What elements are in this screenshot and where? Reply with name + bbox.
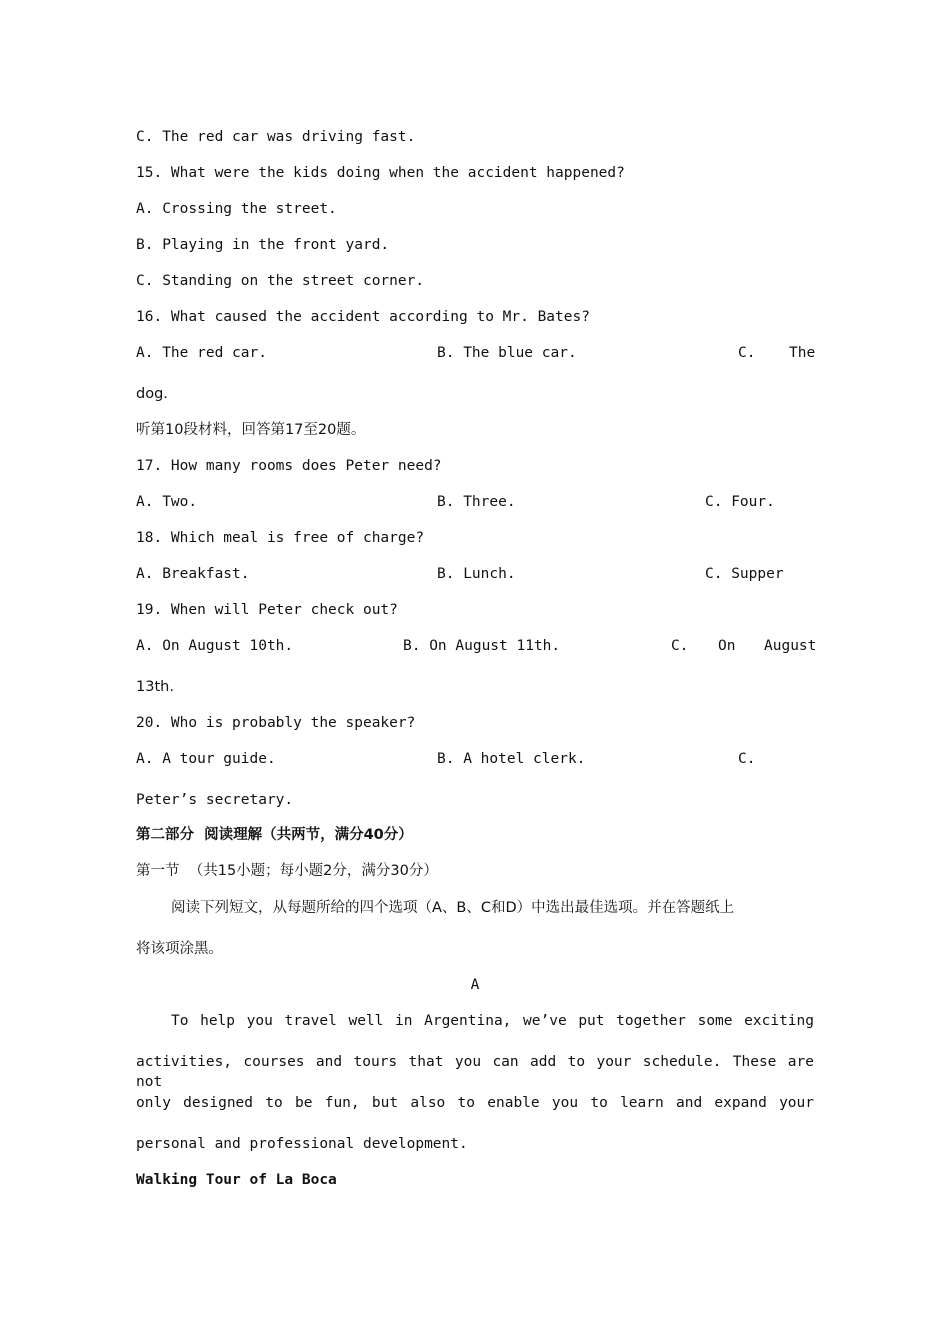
q15-option-a: A. Crossing the street. xyxy=(136,201,337,217)
q16-option-a: A. The red car. xyxy=(136,345,267,361)
question-17: 17. How many rooms does Peter need? xyxy=(136,458,442,474)
q19-option-b: B. On August 11th. xyxy=(403,638,561,654)
q15-option-c: C. Standing on the street corner. xyxy=(136,273,425,289)
section-heading-la-boca: Walking Tour of La Boca xyxy=(136,1172,337,1188)
q16-option-c-continued: dog. xyxy=(136,386,168,402)
q19-option-c-label: C. xyxy=(671,638,689,654)
question-16: 16. What caused the accident according to Mr. Bates? xyxy=(136,309,590,325)
question-20: 20. Who is probably the speaker? xyxy=(136,715,416,731)
q17-option-b: B. Three. xyxy=(437,494,516,510)
reading-instruction-continued: 将该项涂黑。 xyxy=(136,941,223,957)
q20-option-a: A. A tour guide. xyxy=(136,751,276,767)
q18-option-c: C. Supper xyxy=(705,566,784,582)
passage-paragraph-line-3: only designed to be fun, but also to enable you to learn and expand your xyxy=(136,1095,814,1111)
q20-option-c-continued: Peter’s secretary. xyxy=(136,792,294,808)
passage-paragraph-line-1: To help you travel well in Argentina, we’ve put together some exciting xyxy=(171,1013,814,1029)
part-2-section-1: 第一节 （共15小题；每小题2分，满分30分） xyxy=(136,863,438,879)
q17-option-a: A. Two. xyxy=(136,494,198,510)
q18-option-b: B. Lunch. xyxy=(437,566,516,582)
passage-paragraph-line-2: activities, courses and tours that you can add to your schedule. These are not xyxy=(136,1054,814,1090)
question-15: 15. What were the kids doing when the accident happened? xyxy=(136,165,625,181)
question-19: 19. When will Peter check out? xyxy=(136,602,398,618)
reading-instruction: 阅读下列短文，从每题所给的四个选项（A、B、C和D）中选出最佳选项。并在答题纸上 xyxy=(171,900,735,916)
q17-option-c: C. Four. xyxy=(705,494,775,510)
section-10-instruction: 听第10段材料，回答第17至20题。 xyxy=(136,422,366,438)
q20-option-b: B. A hotel clerk. xyxy=(437,751,586,767)
q16-option-c-label: C. xyxy=(738,345,756,361)
question-18: 18. Which meal is free of charge? xyxy=(136,530,425,546)
q20-option-c-label: C. xyxy=(738,751,756,767)
q19-option-c-continued: 13th. xyxy=(136,679,174,695)
passage-paragraph-line-4: personal and professional development. xyxy=(136,1136,468,1152)
q18-option-a: A. Breakfast. xyxy=(136,566,250,582)
q16-option-c-text: The xyxy=(789,345,816,361)
q14-option-c: C. The red car was driving fast. xyxy=(136,129,416,145)
q16-option-b: B. The blue car. xyxy=(437,345,577,361)
q19-option-c-word-august: August xyxy=(764,638,817,654)
q19-option-a: A. On August 10th. xyxy=(136,638,294,654)
q19-option-c-word-on: On xyxy=(718,638,736,654)
passage-label: A xyxy=(470,977,480,993)
q15-option-b: B. Playing in the front yard. xyxy=(136,237,390,253)
part-2-title: 第二部分 阅读理解（共两节，满分40分） xyxy=(136,827,413,843)
